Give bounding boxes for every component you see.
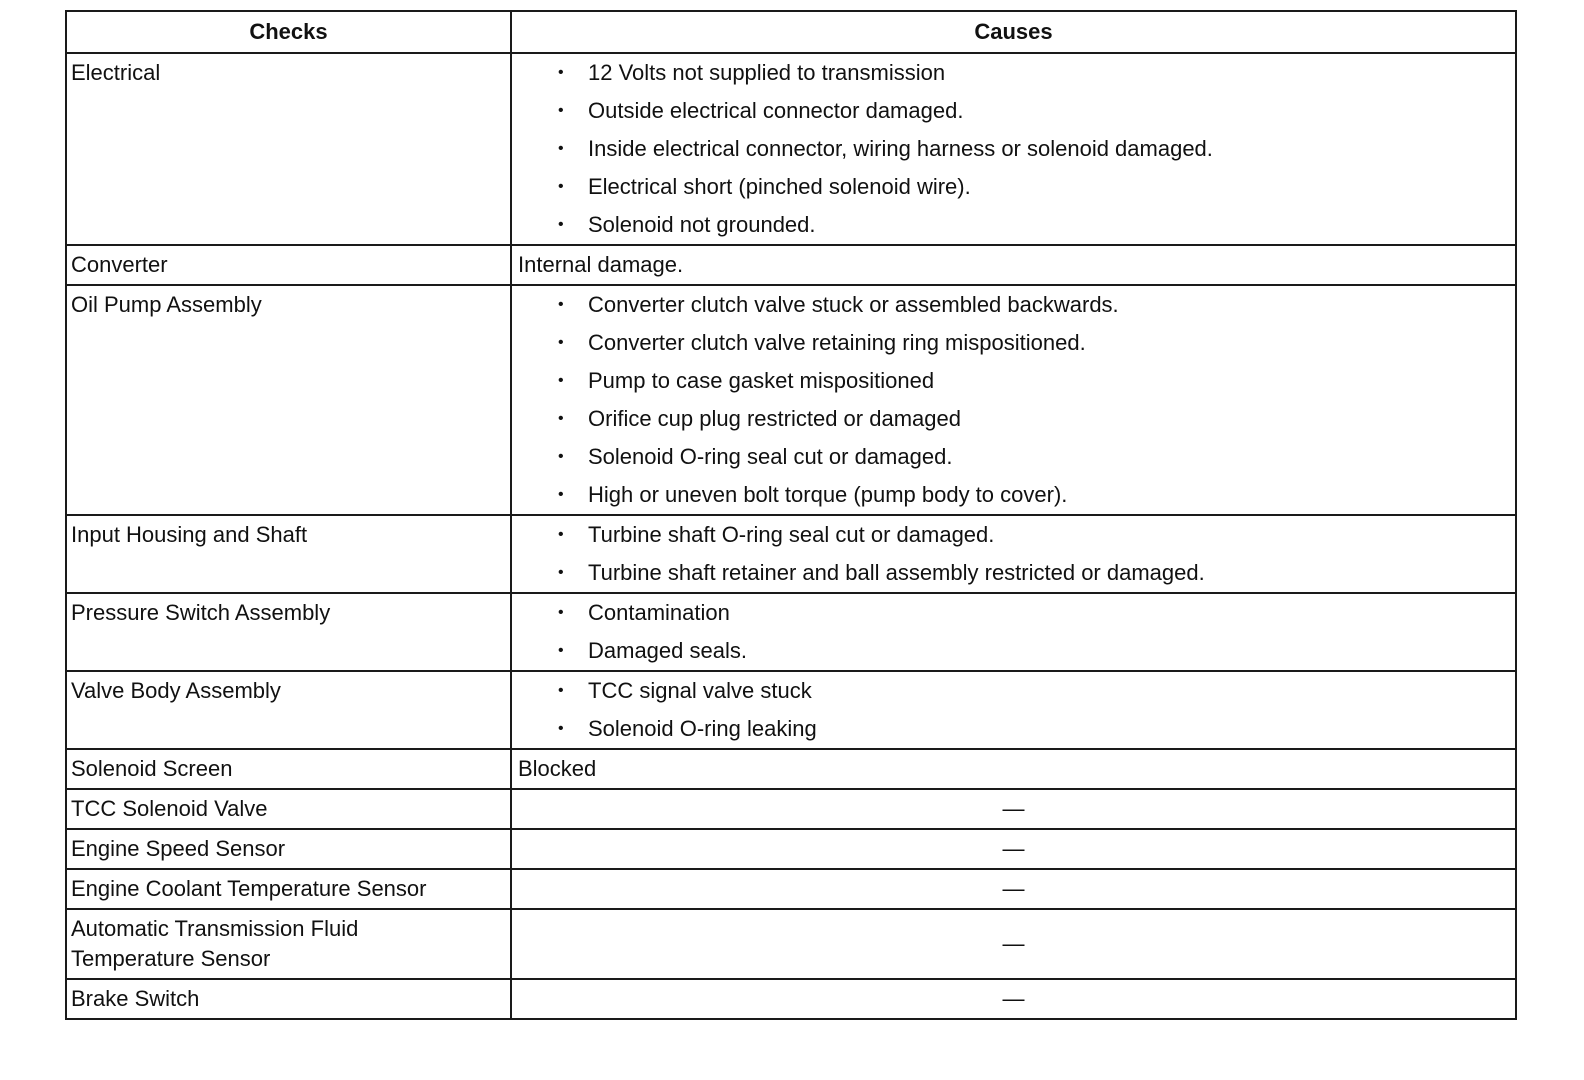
list-item: • Solenoid O-ring seal cut or damaged.: [558, 438, 1511, 476]
list-item: • Contamination: [558, 594, 1511, 632]
check-cell: Pressure Switch Assembly: [66, 593, 511, 671]
causes-list: [516, 516, 1511, 592]
empty-cause-dash: —: [511, 869, 1516, 909]
causes-cell: [511, 515, 1516, 593]
cause-cell: Internal damage.: [511, 245, 1516, 285]
check-cell: Engine Speed Sensor: [66, 829, 511, 869]
list-item: • Converter clutch valve retaining ring mispositioned.: [558, 324, 1511, 362]
table-row: [66, 909, 1516, 979]
table-row: [66, 515, 1516, 593]
list-item: • Orifice cup plug restricted or damaged: [558, 400, 1511, 438]
table-row: [66, 53, 1516, 245]
diagnosis-table: [65, 10, 1517, 1020]
check-cell: Input Housing and Shaft: [66, 515, 511, 593]
check-cell: Valve Body Assembly: [66, 671, 511, 749]
table-row: [66, 245, 1516, 285]
list-item: • Turbine shaft retainer and ball assembly restricted or damaged.: [558, 554, 1511, 592]
causes-cell: [511, 593, 1516, 671]
causes-list: [516, 54, 1511, 244]
empty-cause-dash: —: [511, 789, 1516, 829]
check-cell: Oil Pump Assembly: [66, 285, 511, 515]
empty-cause-dash: —: [511, 979, 1516, 1019]
table-row: [66, 869, 1516, 909]
table-row: [66, 829, 1516, 869]
check-cell: [66, 909, 511, 979]
checks-column-header: Checks: [66, 11, 511, 53]
check-cell: Electrical: [66, 53, 511, 245]
empty-cause-dash: —: [511, 909, 1516, 979]
table-header-row: [66, 11, 1516, 53]
table-row: [66, 789, 1516, 829]
check-line: Temperature Sensor: [71, 946, 271, 971]
causes-cell: [511, 671, 1516, 749]
check-cell: TCC Solenoid Valve: [66, 789, 511, 829]
list-item: • TCC signal valve stuck: [558, 672, 1511, 710]
list-item: • Solenoid not grounded.: [558, 206, 1511, 244]
check-line: Automatic Transmission Fluid: [71, 916, 359, 941]
empty-cause-dash: —: [511, 829, 1516, 869]
check-cell: Solenoid Screen: [66, 749, 511, 789]
list-item: • Inside electrical connector, wiring harness or solenoid damaged.: [558, 130, 1511, 168]
check-cell: Brake Switch: [66, 979, 511, 1019]
check-cell: Converter: [66, 245, 511, 285]
list-item: • 12 Volts not supplied to transmission: [558, 54, 1511, 92]
cause-cell: Blocked: [511, 749, 1516, 789]
table-row: [66, 979, 1516, 1019]
causes-list: [516, 594, 1511, 670]
causes-cell: [511, 53, 1516, 245]
table-row: [66, 749, 1516, 789]
causes-cell: [511, 285, 1516, 515]
table-row: [66, 285, 1516, 515]
list-item: • Converter clutch valve stuck or assembled backwards.: [558, 286, 1511, 324]
list-item: • High or uneven bolt torque (pump body to cover).: [558, 476, 1511, 514]
causes-column-header: Causes: [511, 11, 1516, 53]
list-item: • Solenoid O-ring leaking: [558, 710, 1511, 748]
list-item: • Damaged seals.: [558, 632, 1511, 670]
causes-list: [516, 672, 1511, 748]
table-row: [66, 593, 1516, 671]
list-item: • Pump to case gasket mispositioned: [558, 362, 1511, 400]
table-row: [66, 671, 1516, 749]
list-item: • Electrical short (pinched solenoid wire).: [558, 168, 1511, 206]
list-item: • Outside electrical connector damaged.: [558, 92, 1511, 130]
causes-list: [516, 286, 1511, 514]
check-cell: Engine Coolant Temperature Sensor: [66, 869, 511, 909]
list-item: • Turbine shaft O-ring seal cut or damaged.: [558, 516, 1511, 554]
